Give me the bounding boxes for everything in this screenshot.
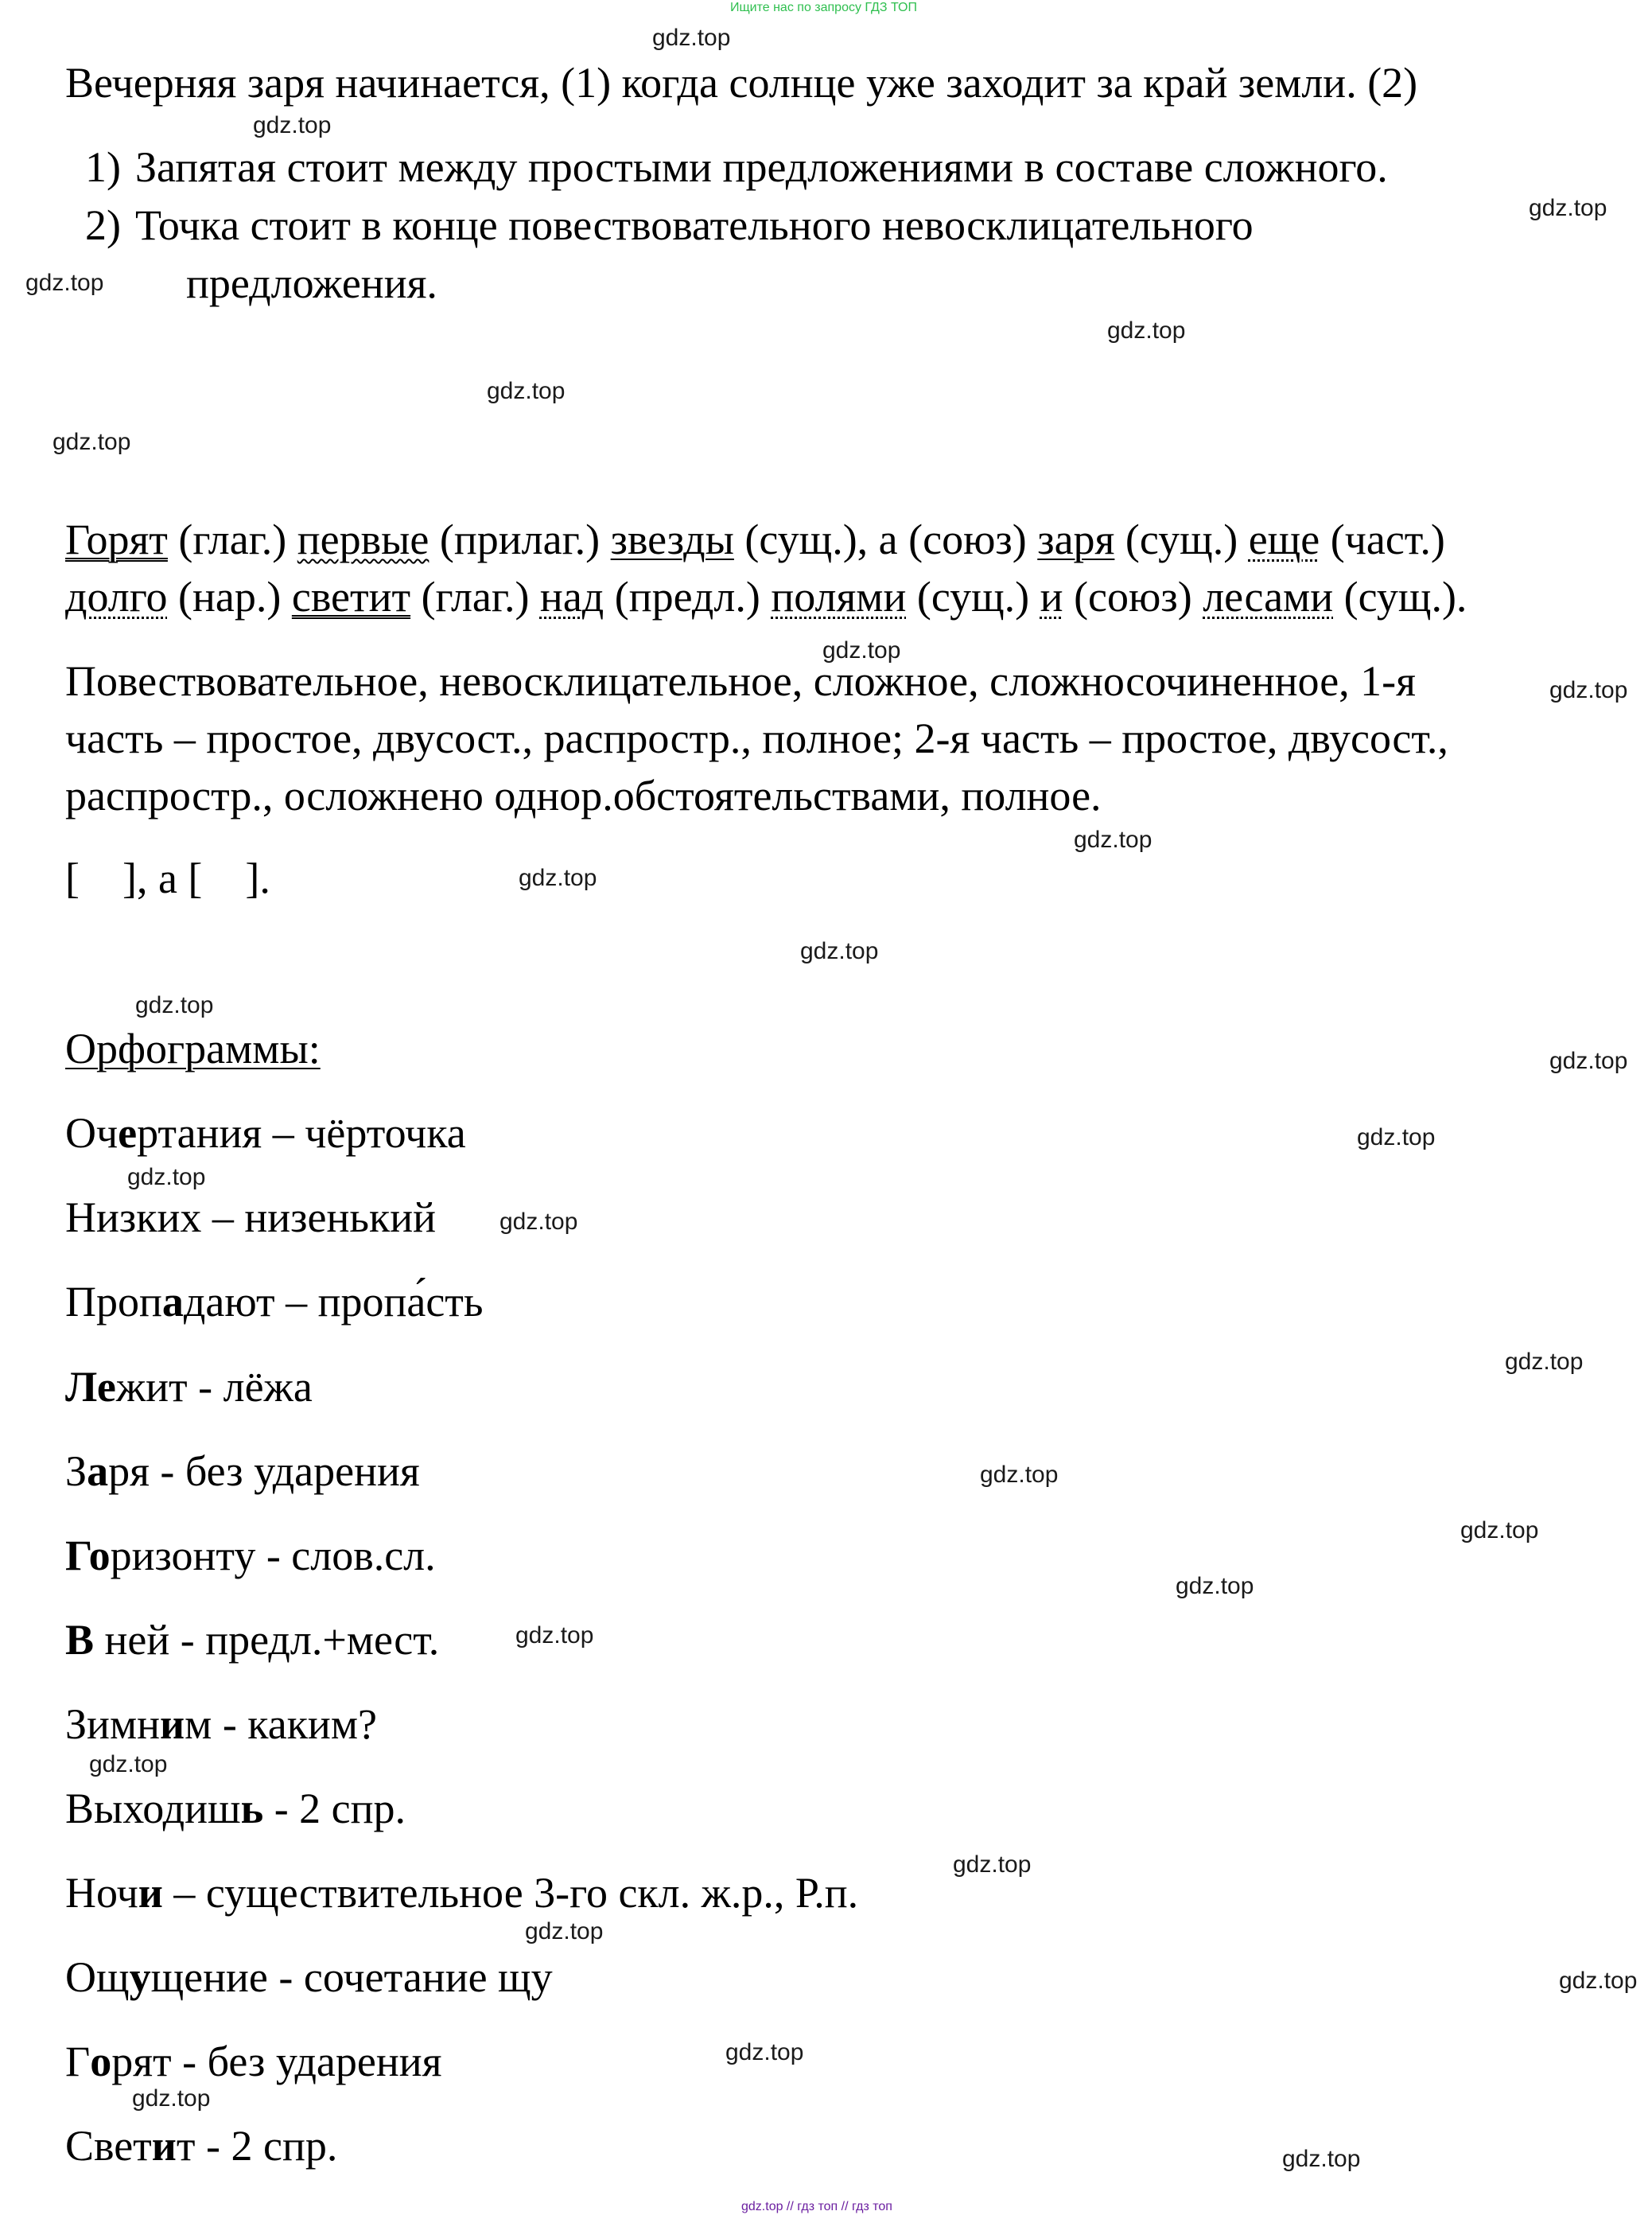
sentence-scheme: [ ], а [ ]. [65, 854, 270, 902]
rule-1-number: 1) [85, 143, 121, 191]
orthogram-8-post: м - каким? [185, 1700, 377, 1748]
parse-word-subject-2: заря [1037, 516, 1115, 563]
orthogram-12-pre: Г [65, 2038, 91, 2085]
orthogram-9-post: - 2 спр. [263, 1785, 406, 1832]
orthogram-12-post: рят - без ударения [111, 2038, 442, 2085]
orthogram-11-letter: у [129, 1953, 151, 2001]
parse-word-adverbial-1: еще [1248, 516, 1320, 563]
orthogram-1 [65, 1108, 466, 1158]
orthogram-7-letter: В [65, 1616, 95, 1664]
orthogram-8-pre: Зимн [65, 1700, 161, 1748]
orthogram-7 [65, 1614, 439, 1665]
rule-2-continuation: предложения. [186, 259, 437, 307]
orthograms-title: Орфограммы: [65, 1025, 321, 1072]
orthogram-3-letter: а [161, 1278, 184, 1325]
watermark: gdz.top [980, 1462, 1059, 1488]
watermark: gdz.top [89, 1751, 168, 1777]
orthogram-10-pre: Ноч [65, 1869, 138, 1917]
rule-2 [65, 200, 1254, 251]
orthogram-12-letter: о [90, 2038, 112, 2085]
orthogram-13-post: т - 2 спр. [176, 2122, 338, 2170]
orthogram-13 [65, 2120, 337, 2171]
parse-word-predicate-1: Горят [65, 516, 168, 563]
parse-pos-9: (сущ.) [906, 573, 1040, 621]
orthogram-6 [65, 1530, 436, 1581]
characteristic-line-2: часть – простое, двусост., распростр., полное; 2-я часть – простое, двусост., [65, 714, 1448, 762]
parse-line-2 [65, 571, 1467, 622]
orthogram-7-post: ней - предл.+мест. [94, 1616, 440, 1664]
orthogram-11-post: щение - сочетание щу [150, 1953, 553, 2001]
parse-word-predicate-2: светит [291, 573, 411, 621]
orthogram-10 [65, 1867, 858, 1918]
watermark: gdz.top [135, 992, 214, 1018]
watermark: gdz.top [1176, 1573, 1254, 1599]
watermark: gdz.top [253, 112, 332, 138]
orthogram-1-post: ртания – чёрточка [137, 1109, 466, 1157]
rule-1-text: Запятая стоит между простыми предложениями в составе сложного. [135, 143, 1388, 191]
characteristic-line-1: Повествовательное, невосклицательное, сложное, сложносочиненное, 1-я [65, 657, 1416, 705]
rule-2-number: 2) [85, 201, 121, 249]
parse-word-adverbial-4: лесами [1203, 573, 1334, 621]
parse-word-adverbial-2: долго [65, 573, 168, 621]
orthogram-8 [65, 1699, 377, 1750]
watermark: gdz.top [652, 25, 731, 51]
watermark: gdz.top [1074, 827, 1153, 853]
watermark: gdz.top [499, 1209, 578, 1235]
orthogram-13-pre: Свет [65, 2122, 152, 2170]
orthogram-2-post: ких – низенький [136, 1193, 437, 1241]
rule-2-text: Точка стоит в конце повествовательного невосклицательного [135, 201, 1254, 249]
parse-pos-6: (нар.) [167, 573, 292, 621]
watermark: gdz.top [953, 1851, 1032, 1878]
characteristic-line-3: распростр., осложнено однор.обстоятельствами, полное. [65, 772, 1102, 819]
parse-pos-11: (сущ.). [1333, 573, 1467, 621]
watermark: gdz.top [1559, 1968, 1638, 1994]
parse-pos-4: (сущ.) [1114, 516, 1249, 563]
orthogram-11-pre: Ощ [65, 1953, 130, 2001]
orthogram-2 [65, 1192, 436, 1243]
orthogram-4 [65, 1361, 313, 1412]
watermark: gdz.top [515, 1622, 594, 1649]
orthogram-5 [65, 1446, 420, 1497]
parse-word-adverbial-3: полями [771, 573, 907, 621]
watermark: gdz.top [525, 1918, 604, 1944]
parse-word-subject-1: звезды [610, 516, 734, 563]
orthogram-10-post: – существительное 3-го скл. ж.р., Р.п. [162, 1869, 859, 1917]
orthogram-11 [65, 1952, 553, 2003]
watermark: gdz.top [132, 2085, 211, 2112]
orthogram-13-letter: и [151, 2122, 177, 2170]
orthogram-3-post: дают – пропа́сть [183, 1278, 484, 1325]
watermark: gdz.top [1107, 317, 1186, 344]
watermark: gdz.top [25, 270, 104, 296]
watermark: gdz.top [1549, 677, 1628, 703]
watermark: gdz.top [822, 637, 901, 664]
parse-pos-1: (глаг.) [167, 516, 297, 563]
watermark: gdz.top [1549, 1048, 1628, 1074]
orthogram-2-pre: Низ [65, 1193, 137, 1241]
sentence-1: Вечерняя заря начинается, (1) когда солнце уже заходит за край земли. (2) [65, 59, 1418, 107]
header-note[interactable]: Ищите нас по запросу ГДЗ ТОП [730, 1, 917, 14]
parse-pos-5: (част.) [1320, 516, 1445, 563]
orthogram-3 [65, 1276, 484, 1327]
watermark: gdz.top [127, 1164, 206, 1190]
parse-pos-10: (союз) [1063, 573, 1203, 621]
orthogram-5-pre: З [65, 1447, 87, 1495]
watermark: gdz.top [487, 378, 566, 404]
parse-pos-3: (сущ.), а (союз) [733, 516, 1038, 563]
orthogram-3-pre: Проп [65, 1278, 162, 1325]
orthogram-8-letter: и [160, 1700, 185, 1748]
footer-note[interactable]: gdz.top // гдз топ // гдз топ [741, 2200, 892, 2213]
orthogram-9-pre: Выходиш [65, 1785, 241, 1832]
orthogram-4-post: жит - лёжа [115, 1363, 313, 1411]
parse-line-1 [65, 514, 1445, 565]
watermark: gdz.top [1460, 1517, 1539, 1543]
orthogram-6-post: ризонту - слов.сл. [110, 1532, 436, 1579]
watermark: gdz.top [725, 2039, 804, 2065]
orthogram-9-letter: ь [240, 1785, 264, 1832]
parse-pos-2: (прилаг.) [429, 516, 611, 563]
orthogram-5-letter: а [87, 1447, 109, 1495]
watermark: gdz.top [52, 429, 131, 455]
rule-1 [65, 142, 1388, 193]
parse-word-preposition: над [539, 573, 604, 621]
orthogram-1-pre: Оч [65, 1109, 119, 1157]
orthogram-1-letter: е [118, 1109, 138, 1157]
watermark: gdz.top [800, 938, 879, 964]
orthogram-9 [65, 1783, 406, 1834]
watermark: gdz.top [1282, 2146, 1361, 2172]
watermark: gdz.top [1505, 1349, 1584, 1375]
orthogram-4-letter: Ле [65, 1363, 116, 1411]
parse-word-attribute: первые [297, 516, 430, 563]
orthogram-6-letter: Го [65, 1532, 111, 1579]
orthogram-10-letter: и [138, 1869, 163, 1917]
parse-word-conjunction: и [1040, 573, 1063, 621]
watermark: gdz.top [1529, 195, 1607, 221]
parse-pos-7: (глаг.) [410, 573, 540, 621]
parse-pos-8: (предл.) [604, 573, 772, 621]
orthogram-5-post: ря - без ударения [108, 1447, 420, 1495]
orthogram-12 [65, 2036, 442, 2087]
watermark: gdz.top [519, 865, 597, 891]
watermark: gdz.top [1357, 1124, 1436, 1150]
